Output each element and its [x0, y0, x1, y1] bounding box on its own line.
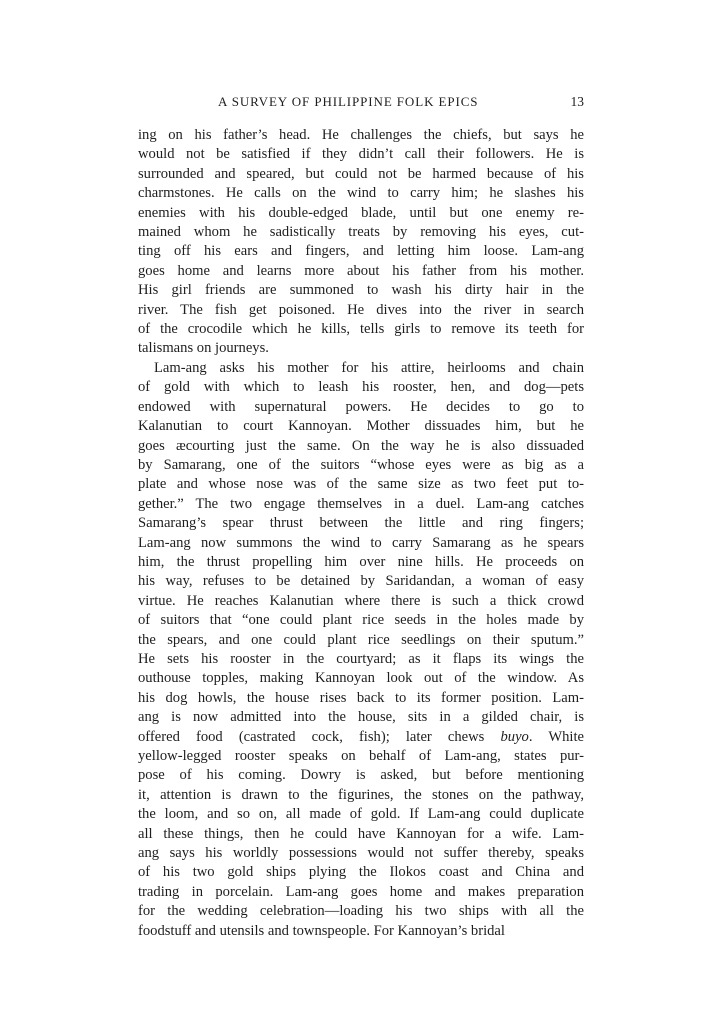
text-line: charmstones. He calls on the wind to carry him; he slashes his	[138, 185, 584, 202]
text-line: Samarang’s spear thrust between the little and ring fingers;	[138, 515, 584, 532]
text-line: by Samarang, one of the suitors “whose eyes were as big as a	[138, 456, 584, 473]
text-line: Lam-ang asks his mother for his attire, heirlooms and chain	[154, 359, 584, 376]
text-line: ing on his father’s head. He challenges the chiefs, but says he	[138, 127, 584, 143]
page-header	[138, 94, 584, 114]
text-line: would not be satisfied if they didn’t call their followers. He is	[138, 146, 584, 163]
text-line: river. The fish get poisoned. He dives into the river in search	[138, 301, 584, 318]
page-number: 13	[570, 94, 584, 109]
text-line: His girl friends are summoned to wash his dirty hair in the	[138, 282, 584, 299]
text-line: of the crocodile which he kills, tells girls to remove its teeth for	[138, 321, 584, 338]
text-line: plate and whose nose was of the same size as two feet put to-	[138, 476, 584, 493]
text-line: enemies with his double-edged blade, until but one enemy re-	[138, 204, 584, 221]
text-line: yellow-legged rooster speaks on behalf of Lam-ang, states pur-	[138, 748, 584, 764]
text-line: gether.” The two engage themselves in a duel. Lam-ang catches	[138, 495, 584, 512]
text-line: offered food (castrated cock, fish); later chews buyo. White	[138, 728, 584, 745]
text-line: Kalanutian to court Kannoyan. Mother dissuades him, but he	[138, 418, 584, 435]
text-line: all these things, then he could have Kannoyan for a wife. Lam-	[138, 825, 584, 842]
paragraph	[138, 126, 584, 359]
body-text	[138, 126, 584, 941]
text-line: foodstuff and utensils and townspeople. For Kannoyan’s bridal	[138, 922, 505, 939]
running-title: A SURVEY OF PHILIPPINE FOLK EPICS	[218, 94, 479, 109]
text-line: for the wedding celebration—loading his two ships with all the	[138, 903, 584, 920]
text-line: ting off his ears and fingers, and letting him loose. Lam-ang	[138, 243, 584, 260]
text-line: ang is now admitted into the house, sits in a gilded chair, is	[138, 709, 584, 726]
text-line: surrounded and speared, but could not be harmed because of his	[138, 165, 584, 182]
text-line: goes home and learns more about his father from his mother.	[138, 262, 584, 279]
text-line: him, the thrust propelling him over nine hills. He proceeds on	[138, 553, 584, 570]
text-line: of suitors that “one could plant rice seeds in the holes made by	[138, 612, 584, 629]
text-line: of his two gold ships plying the Ilokos coast and China and	[138, 864, 584, 881]
text-line: endowed with supernatural powers. He decides to go to	[138, 398, 584, 415]
text-line: He sets his rooster in the courtyard; as it flaps its wings the	[138, 650, 584, 667]
text-line: mained whom he sadistically treats by removing his eyes, cut-	[138, 224, 584, 241]
text-line: virtue. He reaches Kalanutian where there is such a thick crowd	[138, 592, 584, 609]
text-line: talismans on journeys.	[138, 340, 269, 357]
text-line: ang says his worldly possessions would not suffer thereby, speaks	[138, 845, 584, 862]
text-line: Lam-ang now summons the wind to carry Samarang as he spears	[138, 534, 584, 551]
text-line: his way, refuses to be detained by Saridandan, a woman of easy	[138, 573, 584, 590]
paragraph	[138, 359, 584, 941]
text-line: trading in porcelain. Lam-ang goes home and makes preparation	[138, 883, 584, 900]
text-line: the loom, and so on, all made of gold. If Lam-ang could duplicate	[138, 806, 584, 823]
text-line: pose of his coming. Dowry is asked, but before mentioning	[138, 767, 584, 784]
text-line: outhouse topples, making Kannoyan look out of the window. As	[138, 670, 584, 687]
text-line: the spears, and one could plant rice seedlings on their sputum.”	[138, 631, 584, 648]
text-line: goes æcourting just the same. On the way he is also dissuaded	[138, 437, 584, 454]
text-line: of gold with which to leash his rooster, hen, and dog—pets	[138, 379, 584, 396]
text-line: his dog howls, the house rises back to its former position. Lam-	[138, 689, 584, 706]
text-line: it, attention is drawn to the figurines, the stones on the pathway,	[138, 786, 584, 803]
